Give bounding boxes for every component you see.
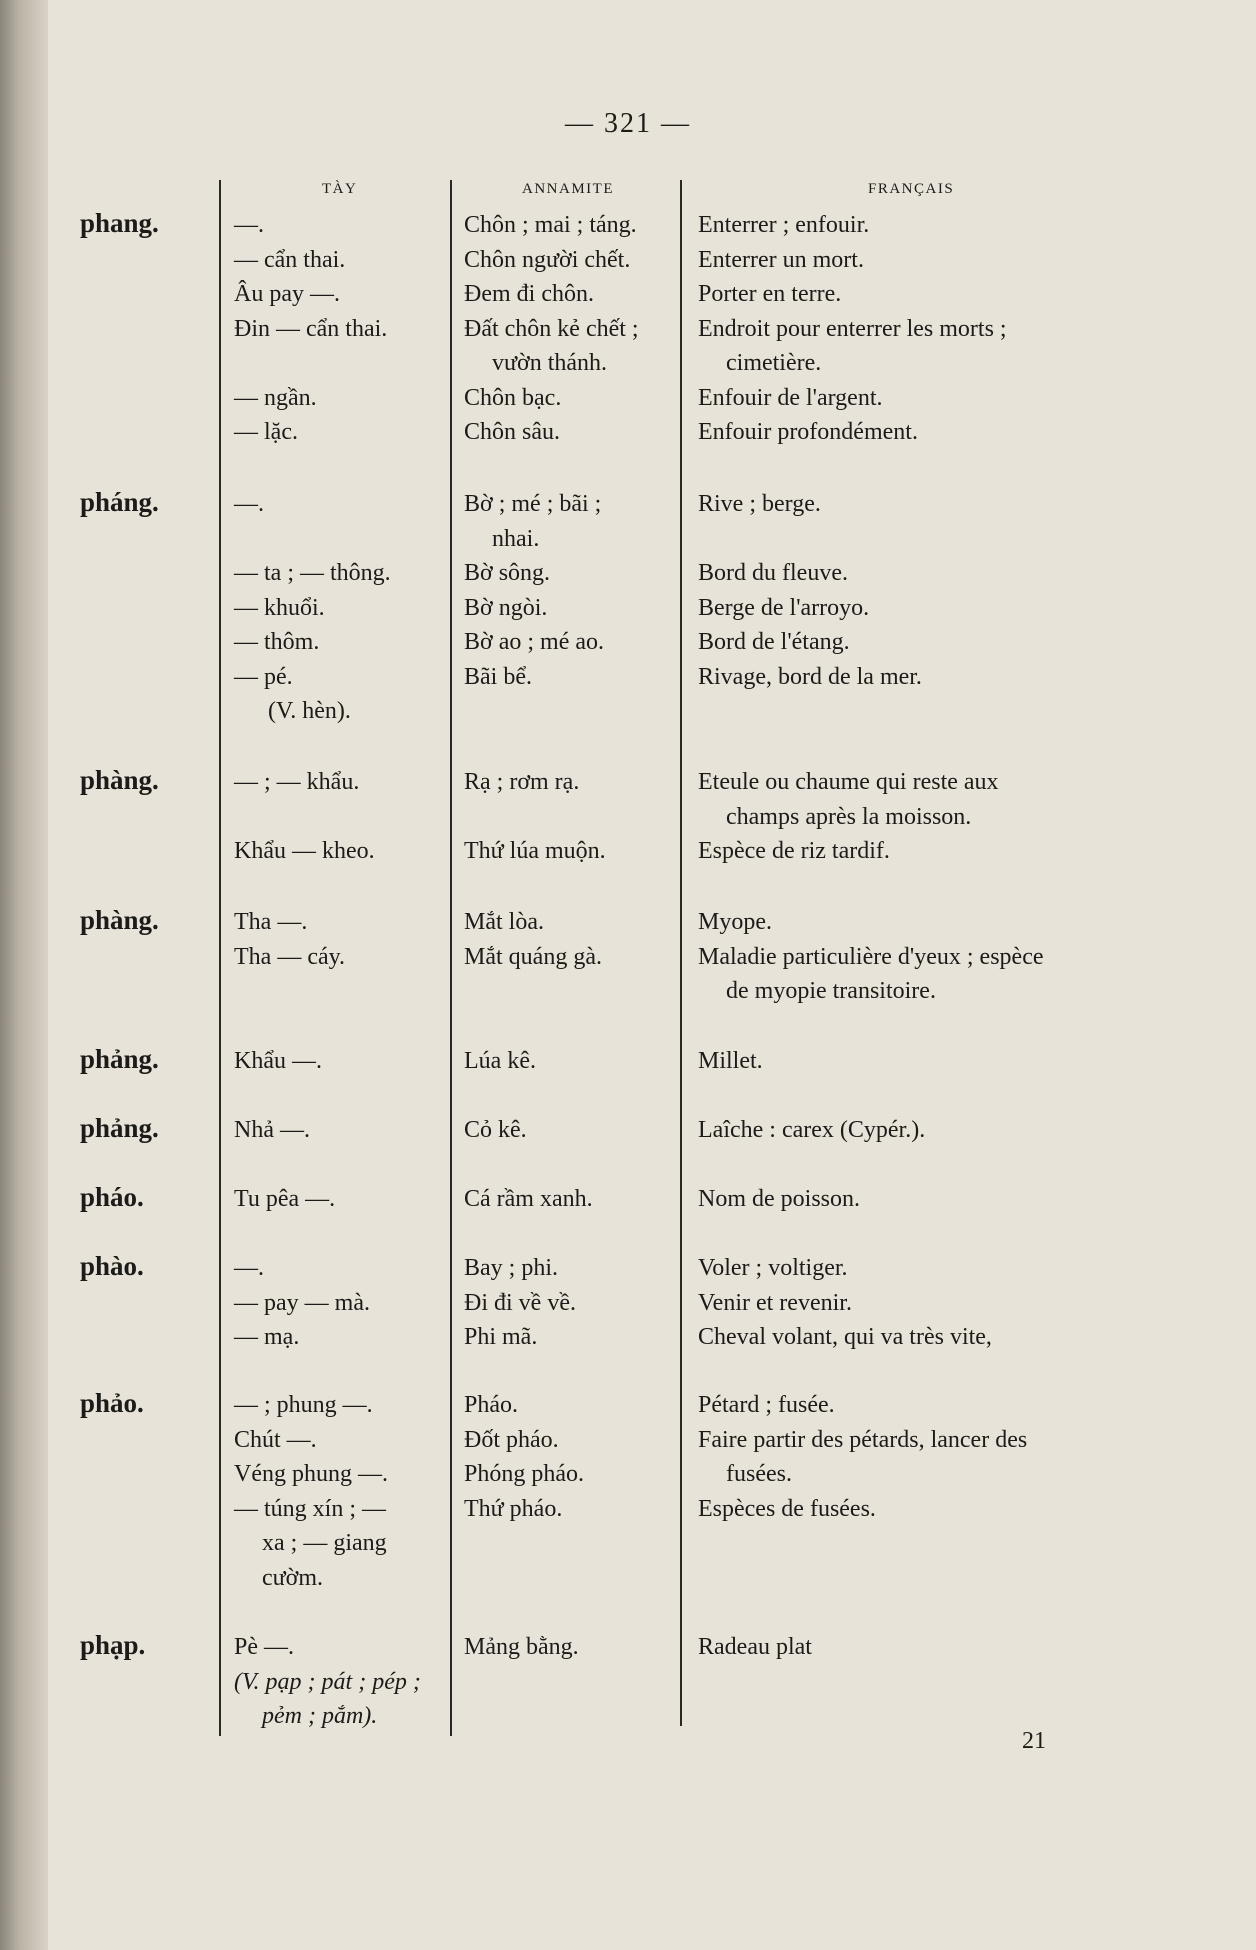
- francais-line: Myope.: [698, 909, 772, 935]
- tay-line: Âu pay —.: [234, 281, 340, 307]
- tay-cell: [234, 905, 444, 974]
- annamite-line: Mắt lòa.: [464, 909, 544, 935]
- francais-line: Endroit pour enterrer les morts ;: [698, 315, 1007, 342]
- francais-cell: [698, 905, 1118, 1009]
- francais-cell: [698, 1388, 1118, 1526]
- folio-signature: 21: [1022, 1728, 1046, 1754]
- francais-line: Maladie particulière d'yeux ; espèce: [698, 943, 1044, 970]
- tay-cell: [234, 1113, 444, 1148]
- column-header-annamite: ANNAMITE: [522, 181, 614, 197]
- tay-line: Tha — cáy.: [234, 943, 346, 970]
- francais-line: Bord du fleuve.: [698, 560, 848, 586]
- tay-line: Tu pêa —.: [234, 1186, 336, 1212]
- annamite-line: Pháo.: [464, 1392, 518, 1418]
- annamite-line: Phi mã.: [464, 1324, 538, 1350]
- tay-line: — mạ.: [234, 1324, 300, 1350]
- francais-line: Cheval volant, qui va très vite,: [698, 1324, 992, 1350]
- annamite-line: Chôn sâu.: [464, 419, 560, 445]
- francais-line: fusées.: [726, 1461, 792, 1487]
- annamite-line: Chôn người chết.: [464, 246, 631, 273]
- tay-line: —.: [234, 212, 264, 238]
- annamite-line: Bờ ngòi.: [464, 594, 548, 621]
- tay-line: — pay — mà.: [234, 1289, 370, 1316]
- annamite-line: Chôn ; mai ; táng.: [464, 212, 637, 238]
- annamite-line: Thứ pháo.: [464, 1495, 563, 1522]
- tay-line: (V. hèn).: [268, 698, 351, 724]
- tay-line: Chút —.: [234, 1426, 317, 1453]
- tay-cell: [234, 487, 444, 729]
- column-rule-1: [219, 180, 221, 1736]
- francais-line: Enterrer un mort.: [698, 246, 864, 273]
- annamite-line: Chôn bạc.: [464, 384, 562, 411]
- tay-cell: [234, 765, 444, 869]
- tay-line: Đin — cẩn thai.: [234, 315, 388, 342]
- page-number: — 321 —: [565, 108, 691, 139]
- francais-line: Pétard ; fusée.: [698, 1392, 835, 1418]
- annamite-line: Đốt pháo.: [464, 1426, 559, 1453]
- francais-line: Espèces de fusées.: [698, 1495, 876, 1522]
- tay-line: (V. pạp ; pát ; pép ;: [234, 1668, 421, 1695]
- tay-line: Khẩu —.: [234, 1048, 322, 1074]
- francais-line: Venir et revenir.: [698, 1289, 852, 1316]
- book-spine-shadow: [0, 0, 48, 1950]
- tay-line: — thôm.: [234, 629, 320, 655]
- annamite-cell: [464, 1251, 684, 1355]
- annamite-line: Bờ sông.: [464, 560, 551, 586]
- tay-cell: [234, 1630, 444, 1734]
- annamite-line: Bay ; phi.: [464, 1255, 558, 1281]
- tay-cell: [234, 1388, 444, 1595]
- francais-line: Enterrer ; enfouir.: [698, 212, 870, 238]
- francais-line: Eteule ou chaume qui reste aux: [698, 769, 999, 795]
- francais-line: champs après la moisson.: [726, 803, 972, 830]
- tay-line: Véng phung —.: [234, 1461, 388, 1487]
- annamite-line: Đem đi chôn.: [464, 281, 594, 307]
- headword: phạp.: [80, 1630, 146, 1660]
- annamite-line: Lúa kê.: [464, 1048, 536, 1074]
- annamite-line: Bờ ao ; mé ao.: [464, 629, 604, 655]
- headword: phảo.: [80, 1388, 144, 1418]
- francais-line: [698, 522, 1118, 557]
- tay-line: — ngần.: [234, 384, 317, 411]
- annamite-line: Đi đi về về.: [464, 1289, 576, 1316]
- annamite-cell: [464, 487, 684, 694]
- headword: pháo.: [80, 1182, 144, 1212]
- francais-line: Radeau plat: [698, 1634, 812, 1660]
- annamite-line: Bãi bể.: [464, 663, 532, 690]
- tay-line: — túng xín ; —: [234, 1495, 387, 1522]
- annamite-line: Bờ ; mé ; bãi ;: [464, 491, 602, 517]
- francais-cell: [698, 208, 1118, 450]
- annamite-line: Phóng pháo.: [464, 1461, 584, 1487]
- francais-cell: [698, 1044, 1118, 1079]
- annamite-line: Rạ ; rơm rạ.: [464, 769, 580, 795]
- tay-line: — lặc.: [234, 419, 298, 445]
- column-header-francais: FRANÇAIS: [868, 181, 955, 197]
- francais-cell: [698, 765, 1118, 869]
- column-rule-2: [450, 180, 452, 1736]
- annamite-line: vườn thánh.: [492, 350, 608, 376]
- francais-cell: [698, 487, 1118, 694]
- annamite-line: [464, 800, 684, 835]
- tay-line: — cẩn thai.: [234, 246, 346, 273]
- francais-line: Berge de l'arroyo.: [698, 594, 870, 621]
- annamite-line: Mảng bằng.: [464, 1634, 579, 1660]
- annamite-cell: [464, 208, 684, 450]
- francais-cell: [698, 1630, 1118, 1665]
- tay-line: —.: [234, 1255, 264, 1281]
- annamite-line: Thứ lúa muộn.: [464, 838, 606, 864]
- francais-line: Millet.: [698, 1048, 763, 1074]
- francais-cell: [698, 1251, 1118, 1355]
- francais-cell: [698, 1182, 1118, 1217]
- annamite-cell: [464, 1388, 684, 1526]
- tay-line: [234, 346, 444, 381]
- francais-line: Bord de l'étang.: [698, 629, 850, 655]
- annamite-line: Cỏ kê.: [464, 1117, 527, 1143]
- tay-line: Tha —.: [234, 909, 308, 935]
- column-header-tay: TÀY: [322, 181, 358, 197]
- tay-line: — khuổi.: [234, 594, 325, 621]
- annamite-cell: [464, 1044, 684, 1079]
- annamite-cell: [464, 905, 684, 974]
- annamite-line: Cá rầm xanh.: [464, 1186, 593, 1212]
- francais-line: Voler ; voltiger.: [698, 1255, 848, 1281]
- tay-line: [234, 522, 444, 557]
- tay-line: —.: [234, 491, 264, 517]
- francais-line: Faire partir des pétards, lancer des: [698, 1426, 1028, 1453]
- tay-cell: [234, 1251, 444, 1355]
- francais-line: Rivage, bord de la mer.: [698, 663, 922, 690]
- annamite-line: Đất chôn kẻ chết ;: [464, 315, 639, 342]
- headword: phảng.: [80, 1113, 159, 1143]
- tay-cell: [234, 1044, 444, 1079]
- headword: phảng.: [80, 1044, 159, 1074]
- annamite-cell: [464, 765, 684, 869]
- headword: phang.: [80, 208, 159, 238]
- headword: pháng.: [80, 487, 159, 517]
- tay-line: cườm.: [262, 1564, 324, 1591]
- francais-line: cimetière.: [726, 350, 822, 376]
- annamite-cell: [464, 1630, 684, 1665]
- tay-line: — ; phung —.: [234, 1392, 373, 1418]
- tay-line: xa ; — giang: [262, 1530, 387, 1556]
- francais-line: Rive ; berge.: [698, 491, 821, 517]
- tay-cell: [234, 1182, 444, 1217]
- annamite-line: Mắt quáng gà.: [464, 943, 602, 970]
- francais-line: Porter en terre.: [698, 281, 842, 307]
- headword: phàng.: [80, 765, 159, 795]
- francais-line: de myopie transitoire.: [726, 978, 936, 1004]
- tay-line: Pè —.: [234, 1634, 294, 1660]
- annamite-cell: [464, 1182, 684, 1217]
- tay-line: — ta ; — thông.: [234, 560, 391, 586]
- headword: phàng.: [80, 905, 159, 935]
- francais-line: Enfouir de l'argent.: [698, 384, 883, 411]
- francais-line: Espèce de riz tardif.: [698, 838, 890, 864]
- annamite-cell: [464, 1113, 684, 1148]
- tay-line: Khẩu — kheo.: [234, 838, 375, 864]
- francais-line: Nom de poisson.: [698, 1186, 860, 1212]
- tay-line: pẻm ; pắm).: [262, 1703, 378, 1729]
- francais-line: Laîche : carex (Cypér.).: [698, 1117, 926, 1143]
- francais-line: Enfouir profondément.: [698, 419, 918, 445]
- tay-line: — ; — khẩu.: [234, 769, 360, 795]
- tay-cell: [234, 208, 444, 450]
- annamite-line: nhai.: [492, 525, 540, 552]
- tay-line: [234, 800, 444, 835]
- headword: phào.: [80, 1251, 144, 1281]
- francais-cell: [698, 1113, 1118, 1148]
- tay-line: — pé.: [234, 663, 293, 690]
- tay-line: Nhả —.: [234, 1117, 310, 1143]
